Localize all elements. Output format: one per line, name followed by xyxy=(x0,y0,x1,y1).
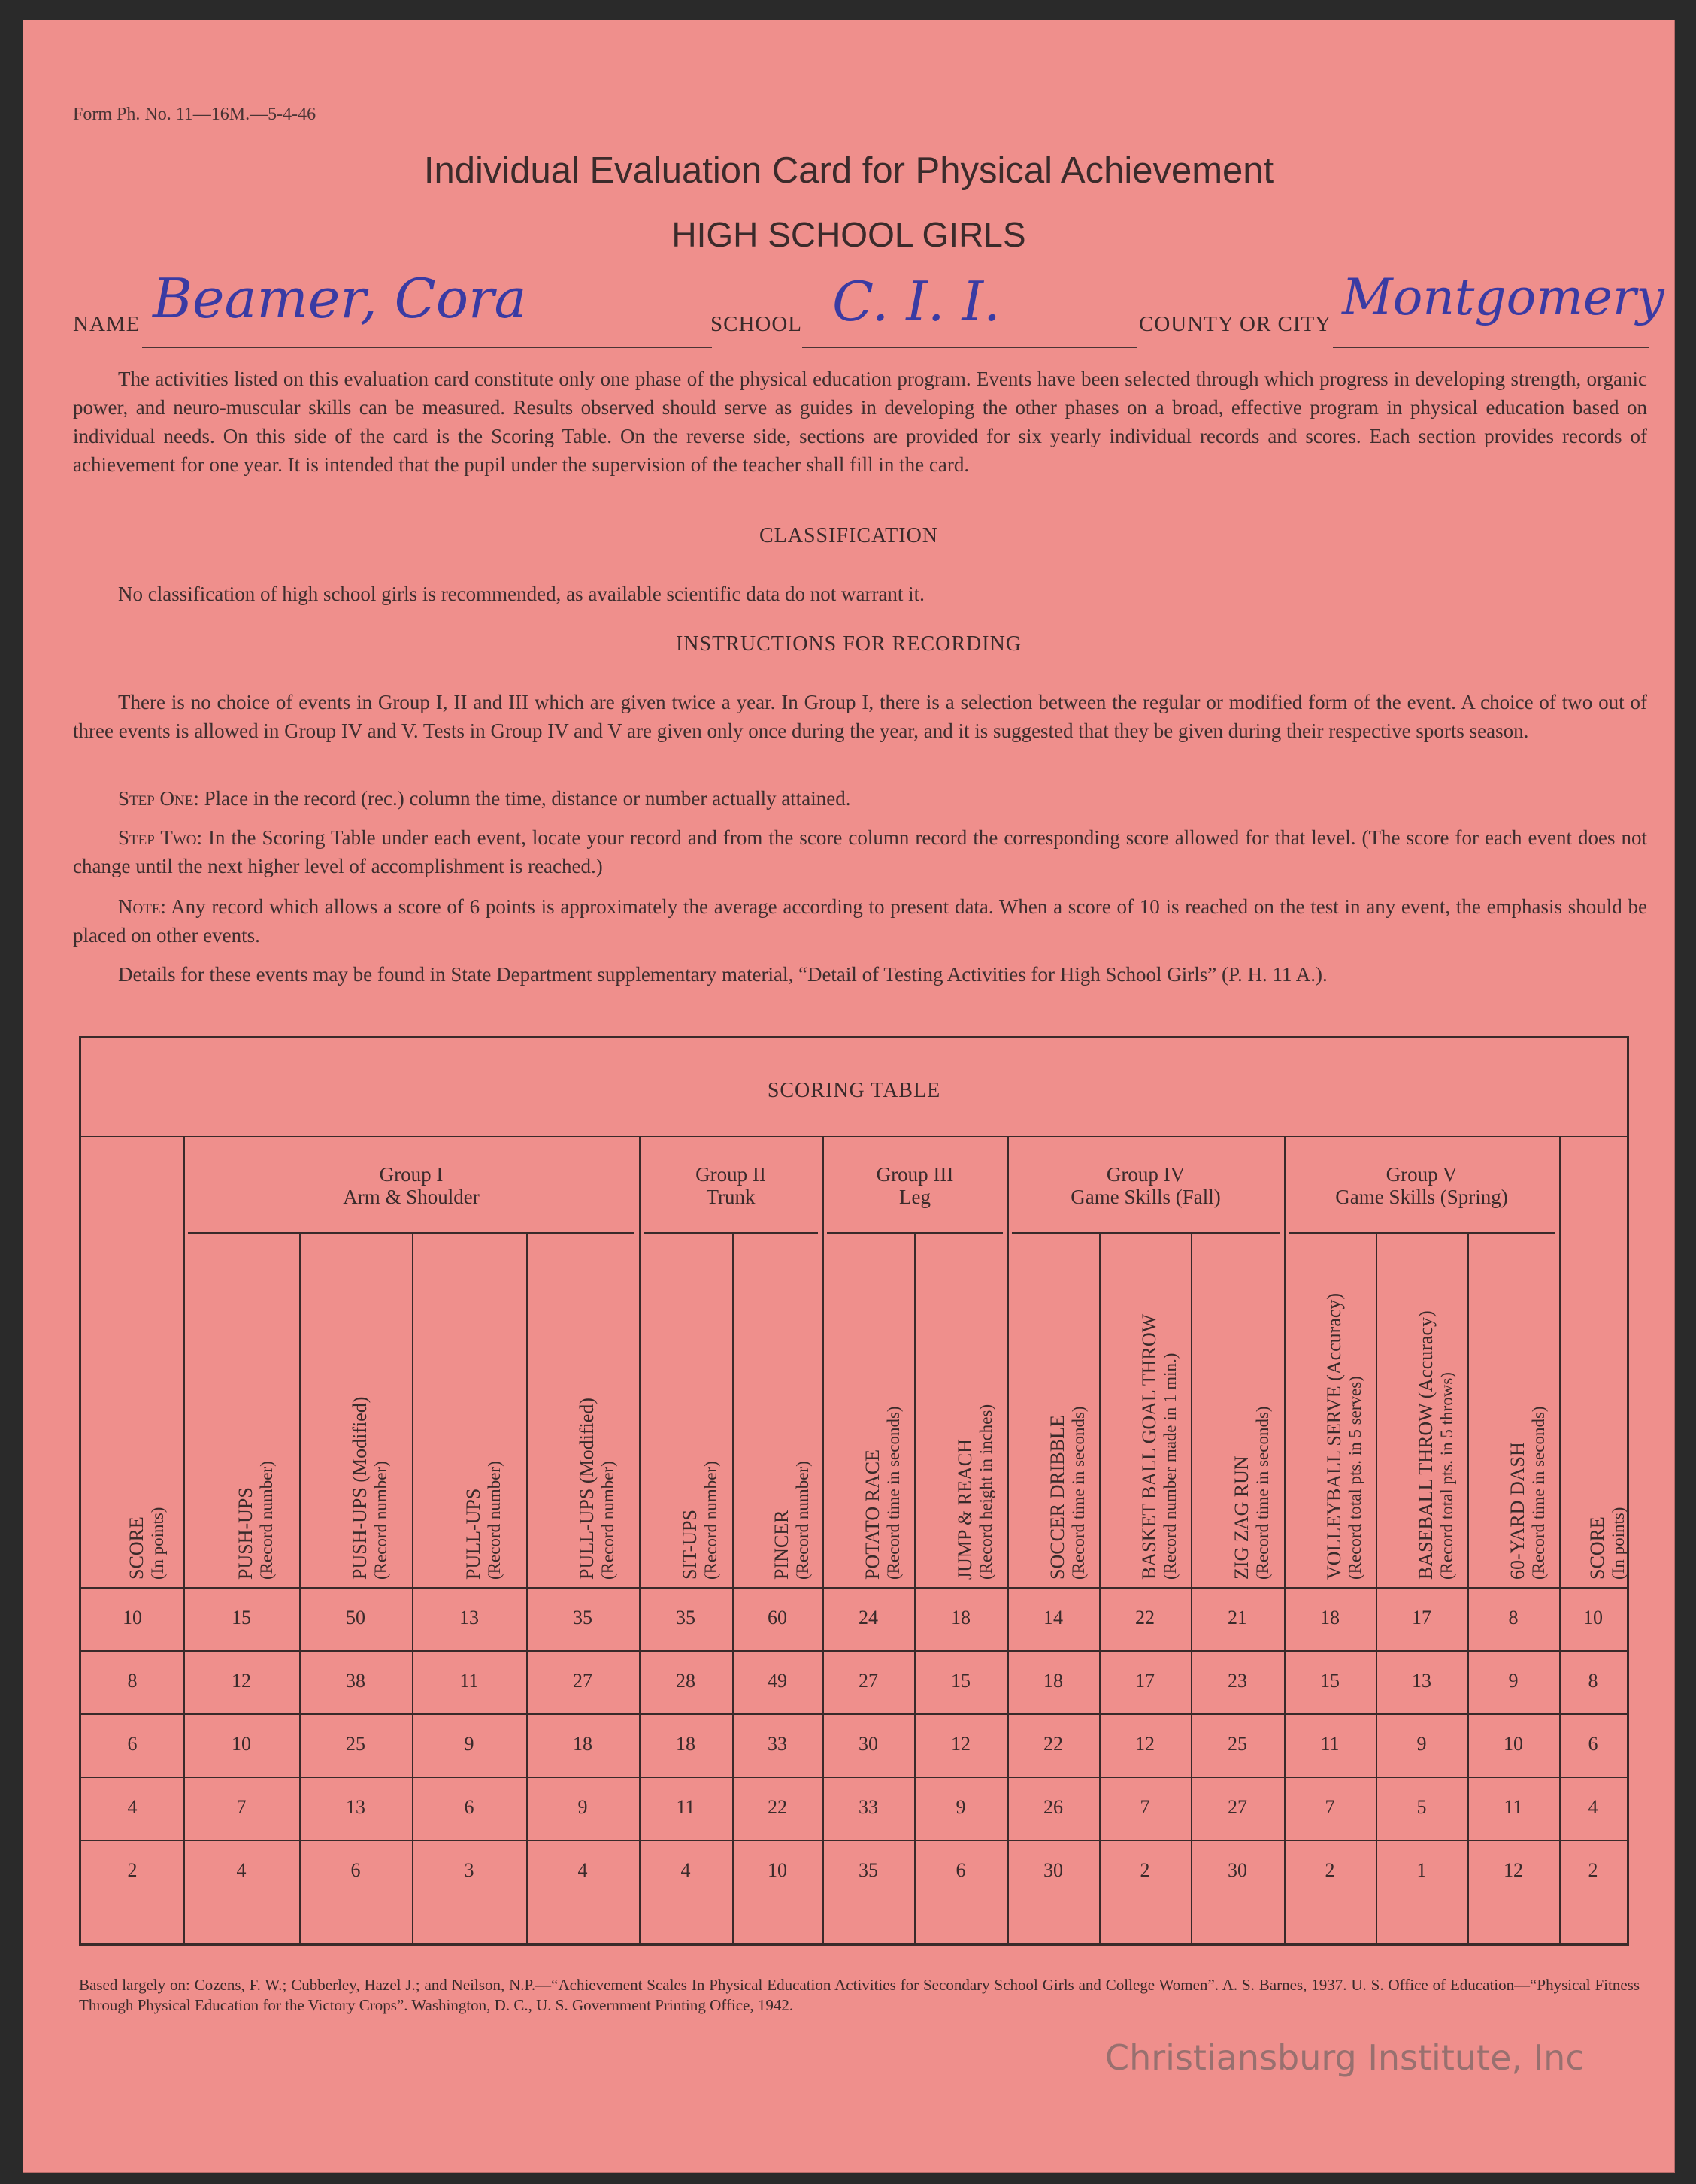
column-header xyxy=(1324,1293,1366,1580)
table-cell: 22 xyxy=(768,1796,787,1818)
column-rule xyxy=(1007,1136,1009,1943)
header-bottom-rule xyxy=(81,1587,1627,1589)
column-rule xyxy=(412,1232,413,1943)
table-cell: 12 xyxy=(1135,1733,1155,1755)
watermark: Christiansburg Institute, Inc xyxy=(1105,2037,1585,2078)
table-cell: 30 xyxy=(1228,1859,1247,1881)
column-rule xyxy=(1191,1232,1192,1943)
table-cell: 60 xyxy=(768,1607,787,1628)
county-line xyxy=(1333,327,1649,348)
table-cell: 3 xyxy=(464,1859,474,1881)
group-header xyxy=(822,1163,1007,1208)
table-cell: 23 xyxy=(1228,1670,1247,1692)
group-name: Group II xyxy=(695,1163,766,1186)
column-name: POTATO RACE xyxy=(862,1449,883,1580)
group-rule xyxy=(1289,1232,1555,1234)
table-cell: 30 xyxy=(859,1733,878,1755)
table-cell: 12 xyxy=(1504,1859,1523,1881)
column-unit: (In points) xyxy=(1609,1507,1628,1580)
table-cell: 13 xyxy=(459,1607,479,1628)
column-name: VOLLEYBALL SERVE (Accuracy) xyxy=(1323,1292,1345,1580)
table-cell: 35 xyxy=(676,1607,695,1628)
table-cell: 22 xyxy=(1043,1733,1063,1755)
column-name: BASKET BALL GOAL THROW xyxy=(1138,1313,1160,1580)
table-cell: 18 xyxy=(1043,1670,1063,1692)
school-value: C. I. I. xyxy=(832,270,1001,333)
column-name: SOCCER DRIBBLE xyxy=(1046,1415,1068,1580)
table-cell: 10 xyxy=(768,1859,787,1881)
table-cell: 7 xyxy=(1325,1796,1335,1818)
column-name: SCORE xyxy=(126,1516,147,1580)
table-cell: 21 xyxy=(1228,1607,1247,1628)
column-name: ZIG ZAG RUN xyxy=(1231,1455,1252,1580)
table-cell: 4 xyxy=(1588,1796,1598,1818)
table-cell: 2 xyxy=(127,1859,138,1881)
table-cell: 14 xyxy=(1043,1607,1063,1628)
table-cell: 11 xyxy=(1504,1796,1523,1818)
group-rule xyxy=(1012,1232,1280,1234)
column-name: PUSH-UPS xyxy=(235,1487,256,1580)
county-label: COUNTY OR CITY xyxy=(1139,312,1332,336)
table-cell: 8 xyxy=(127,1670,138,1692)
footnote: Based largely on: Cozens, F. W.; Cubberley, Hazel J.; and Neilson, N.P.—“Achievement Scales In Physical Education Activities for Secondary School Girls and College Women”. A. S. Barnes, 1937. U. S. Office of Education—“Physical Fitness Through Physical Education for the Victory Crops”. Washington, D. C., U. S. Government Printing Office, 1942. xyxy=(79,1976,1640,2014)
table-cell: 8 xyxy=(1508,1607,1519,1628)
row-rule xyxy=(81,1840,1627,1841)
table-cell: 25 xyxy=(1228,1733,1247,1755)
table-cell: 4 xyxy=(577,1859,588,1881)
step-two-label: Step Two: xyxy=(118,826,202,849)
table-cell: 11 xyxy=(676,1796,695,1818)
table-cell: 9 xyxy=(464,1733,474,1755)
group-rule xyxy=(644,1232,818,1234)
table-title-rule xyxy=(81,1136,1627,1137)
step-two-text: In the Scoring Table under each event, locate your record and from the score column record the corresponding score allowed for that level. (The score for each event does not change until the next higher level of accomplishment is reached.) xyxy=(73,826,1648,877)
column-unit: (In points) xyxy=(148,1507,167,1580)
table-cell: 9 xyxy=(956,1796,966,1818)
scoring-table xyxy=(79,1036,1629,1946)
column-name: PUSH-UPS (Modified) xyxy=(349,1396,371,1580)
details-paragraph: Details for these events may be found in State Department supplementary material, “Detail of Testing Activities for High School Girls” (P. H. 11 A.). xyxy=(118,963,1328,986)
table-cell: 8 xyxy=(1588,1670,1598,1692)
name-label: NAME xyxy=(73,312,141,336)
table-cell: 33 xyxy=(859,1796,878,1818)
column-header xyxy=(235,1461,277,1580)
table-cell: 4 xyxy=(127,1796,138,1818)
evaluation-card xyxy=(23,20,1675,2173)
card-subtitle: HIGH SCHOOL GIRLS xyxy=(671,215,1026,254)
table-cell: 4 xyxy=(236,1859,247,1881)
note-label: Note: xyxy=(118,895,166,918)
column-header xyxy=(350,1397,392,1580)
group-header xyxy=(183,1163,639,1208)
column-header xyxy=(1139,1314,1181,1580)
group-header xyxy=(1284,1163,1559,1208)
column-header xyxy=(771,1461,813,1580)
table-cell: 6 xyxy=(464,1796,474,1818)
table-cell: 15 xyxy=(951,1670,971,1692)
column-header xyxy=(463,1461,505,1580)
table-cell: 12 xyxy=(951,1733,971,1755)
column-header xyxy=(955,1404,997,1580)
group-subtitle: Game Skills (Fall) xyxy=(1071,1186,1221,1208)
table-cell: 26 xyxy=(1043,1796,1063,1818)
row-rule xyxy=(81,1713,1627,1715)
group-rule xyxy=(188,1232,634,1234)
column-name: PINCER xyxy=(771,1510,792,1580)
table-cell: 35 xyxy=(573,1607,592,1628)
table-cell: 6 xyxy=(127,1733,138,1755)
column-name: PULL-UPS (Modified) xyxy=(576,1398,598,1580)
table-cell: 38 xyxy=(346,1670,365,1692)
group-subtitle: Arm & Shoulder xyxy=(343,1186,480,1208)
column-header xyxy=(126,1507,168,1580)
table-cell: 10 xyxy=(123,1607,142,1628)
column-unit: (Record number) xyxy=(598,1461,617,1580)
table-cell: 11 xyxy=(459,1670,479,1692)
row-rule xyxy=(81,1777,1627,1778)
column-unit: (Record number made in 1 min.) xyxy=(1161,1353,1180,1580)
step-two xyxy=(73,823,1647,880)
table-cell: 17 xyxy=(1135,1670,1155,1692)
classification-text: No classification of high school girls is recommended, as available scientific data do not warrant it. xyxy=(118,583,925,605)
table-cell: 24 xyxy=(859,1607,878,1628)
column-unit: (Record time in seconds) xyxy=(1529,1406,1548,1580)
step-one-text: Place in the record (rec.) column the time, distance or number actually attained. xyxy=(204,787,851,810)
group-subtitle: Leg xyxy=(899,1186,931,1208)
instructions-paragraph: There is no choice of events in Group I, II and III which are given twice a year. In Group I, there is a selection between the regular or modified form of the event. A choice of two out of three events is allowed in Group IV and V. Tests in Group IV and V are given only once during the year, and it is suggested that they be given during their respective sports season. xyxy=(73,691,1647,742)
table-cell: 27 xyxy=(573,1670,592,1692)
note-text: Any record which allows a score of 6 points is approximately the average according to present data. When a score of 10 is reached on the test in any event, the emphasis should be placed on other events. xyxy=(73,895,1648,947)
table-cell: 22 xyxy=(1135,1607,1155,1628)
column-rule xyxy=(1559,1136,1561,1943)
column-unit: (Record time in seconds) xyxy=(1253,1406,1272,1580)
column-rule xyxy=(732,1232,734,1943)
group-header xyxy=(1007,1163,1284,1208)
column-header xyxy=(1416,1310,1458,1580)
table-cell: 6 xyxy=(350,1859,361,1881)
form-number: Form Ph. No. 11—16M.—5-4-46 xyxy=(73,105,316,124)
column-unit: (Record number) xyxy=(485,1461,504,1580)
column-name: SIT-UPS xyxy=(679,1510,701,1580)
group-name: Group III xyxy=(876,1163,954,1186)
county-value: Montgomery xyxy=(1342,268,1664,326)
card-title: Individual Evaluation Card for Physical Achievement xyxy=(423,150,1274,191)
column-name: JUMP & REACH xyxy=(954,1439,976,1580)
name-value: Beamer, Cora xyxy=(153,267,527,330)
table-cell: 9 xyxy=(1416,1733,1427,1755)
column-rule xyxy=(1376,1232,1377,1943)
table-cell: 35 xyxy=(859,1859,878,1881)
column-rule xyxy=(1467,1232,1469,1943)
column-header xyxy=(1231,1406,1274,1580)
table-cell: 50 xyxy=(346,1607,365,1628)
column-rule xyxy=(914,1232,916,1943)
school-label: SCHOOL xyxy=(710,312,803,336)
classification-heading: CLASSIFICATION xyxy=(759,524,939,547)
column-unit: (Record number) xyxy=(371,1461,390,1580)
table-cell: 27 xyxy=(1228,1796,1247,1818)
table-cell: 6 xyxy=(1588,1733,1598,1755)
table-cell: 13 xyxy=(1412,1670,1431,1692)
table-cell: 30 xyxy=(1043,1859,1063,1881)
table-cell: 18 xyxy=(951,1607,971,1628)
table-cell: 4 xyxy=(680,1859,691,1881)
table-cell: 10 xyxy=(1583,1607,1603,1628)
group-name: Group I xyxy=(379,1163,444,1186)
column-unit: (Record time in seconds) xyxy=(884,1406,903,1580)
column-rule xyxy=(183,1136,185,1943)
group-name: Group V xyxy=(1386,1163,1458,1186)
step-one-label: Step One: xyxy=(118,787,199,810)
column-name: PULL-UPS xyxy=(462,1488,484,1580)
table-cell: 10 xyxy=(232,1733,251,1755)
table-cell: 18 xyxy=(573,1733,592,1755)
group-subtitle: Trunk xyxy=(706,1186,756,1208)
table-cell: 28 xyxy=(676,1670,695,1692)
column-rule xyxy=(299,1232,301,1943)
column-header xyxy=(862,1406,904,1580)
column-unit: (Record height in inches) xyxy=(977,1404,995,1580)
group-name: Group IV xyxy=(1106,1163,1186,1186)
group-header xyxy=(639,1163,822,1208)
column-unit: (Record time in seconds) xyxy=(1069,1406,1088,1580)
table-cell: 6 xyxy=(956,1859,966,1881)
column-header xyxy=(1047,1406,1089,1580)
table-cell: 12 xyxy=(232,1670,251,1692)
column-header xyxy=(1507,1406,1549,1580)
column-rule xyxy=(526,1232,528,1943)
column-unit: (Record number) xyxy=(257,1461,276,1580)
table-cell: 9 xyxy=(1508,1670,1519,1692)
table-cell: 10 xyxy=(1504,1733,1523,1755)
column-unit: (Record total pts. in 5 serves) xyxy=(1346,1376,1364,1580)
column-rule xyxy=(639,1136,641,1943)
step-one xyxy=(73,784,1647,813)
table-cell: 2 xyxy=(1588,1859,1598,1881)
table-cell: 9 xyxy=(577,1796,588,1818)
column-rule xyxy=(822,1136,824,1943)
column-name: SCORE xyxy=(1586,1516,1608,1580)
group-subtitle: Game Skills (Spring) xyxy=(1335,1186,1508,1208)
table-cell: 2 xyxy=(1140,1859,1150,1881)
column-header xyxy=(577,1398,619,1580)
column-header xyxy=(1587,1507,1629,1580)
scoring-table-title: SCORING TABLE xyxy=(767,1079,941,1102)
column-rule xyxy=(1284,1136,1286,1943)
table-cell: 1 xyxy=(1416,1859,1427,1881)
table-cell: 25 xyxy=(346,1733,365,1755)
column-unit: (Record number) xyxy=(793,1461,812,1580)
table-cell: 15 xyxy=(232,1607,251,1628)
table-cell: 18 xyxy=(1320,1607,1340,1628)
note xyxy=(73,892,1647,950)
table-cell: 18 xyxy=(676,1733,695,1755)
column-unit: (Record number) xyxy=(701,1461,720,1580)
table-cell: 5 xyxy=(1416,1796,1427,1818)
column-name: BASEBALL THROW (Accuracy) xyxy=(1415,1310,1437,1580)
table-cell: 27 xyxy=(859,1670,878,1692)
table-cell: 2 xyxy=(1325,1859,1335,1881)
row-rule xyxy=(81,1650,1627,1652)
table-cell: 33 xyxy=(768,1733,787,1755)
column-header xyxy=(680,1461,722,1580)
table-cell: 49 xyxy=(768,1670,787,1692)
name-line xyxy=(142,327,712,348)
table-cell: 17 xyxy=(1412,1607,1431,1628)
instructions-heading: INSTRUCTIONS FOR RECORDING xyxy=(675,632,1022,656)
table-cell: 13 xyxy=(346,1796,365,1818)
table-cell: 7 xyxy=(236,1796,247,1818)
intro-paragraph: The activities listed on this evaluation card constitute only one phase of the physical education program. Events have been selected through which progress in developing strength, organic power, and neuro-muscular skills can be measured. Results observed should serve as guides in developing the other phases on a broad, effective program in physical education based on individual needs. On this side of the card is the Scoring Table. On the reverse side, sections are provided for six yearly individual records and scores. Each section provides records of achievement for one year. It is intended that the pupil under the supervision of the teacher shall fill in the card. xyxy=(73,368,1647,476)
table-cell: 7 xyxy=(1140,1796,1150,1818)
table-cell: 11 xyxy=(1320,1733,1340,1755)
column-unit: (Record total pts. in 5 throws) xyxy=(1437,1372,1456,1580)
table-cell: 15 xyxy=(1320,1670,1340,1692)
column-name: 60-YARD DASH xyxy=(1507,1442,1528,1580)
column-rule xyxy=(1099,1232,1101,1943)
